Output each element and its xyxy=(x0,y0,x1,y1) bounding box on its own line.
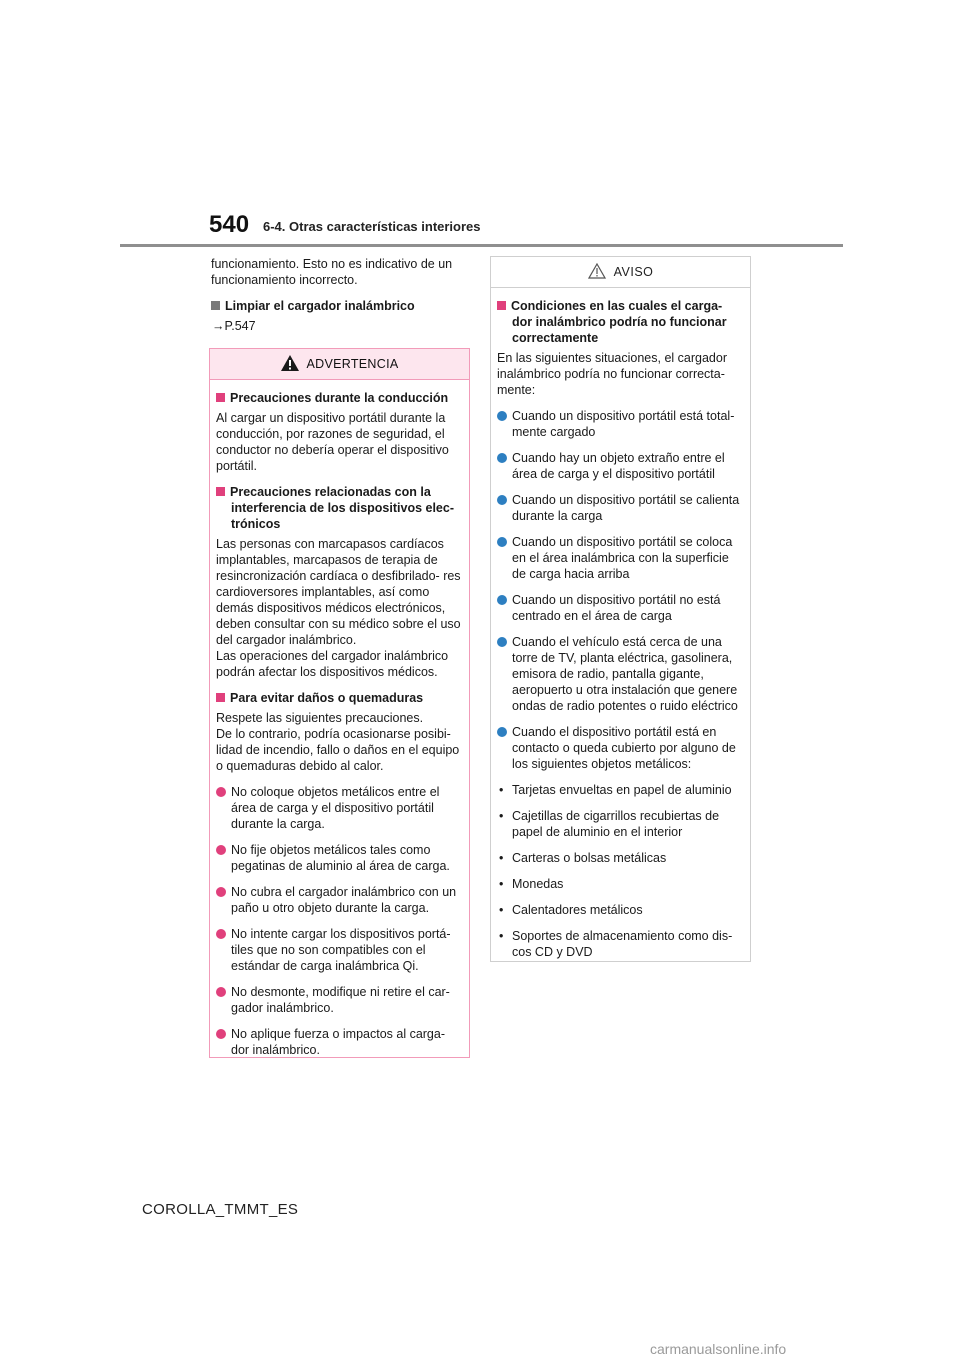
list-item: Cuando hay un objeto extraño entre el área de carga y el dispositivo portátil xyxy=(497,450,744,482)
page-header xyxy=(0,0,960,250)
circle-bullet-icon xyxy=(216,787,226,797)
header-rule xyxy=(120,244,843,247)
circle-bullet-icon xyxy=(216,887,226,897)
watermark-link[interactable]: carmanualsonline.info xyxy=(650,1341,787,1357)
square-bullet-icon xyxy=(497,301,506,310)
notice-box xyxy=(490,256,751,962)
circle-bullet-icon xyxy=(497,637,507,647)
list-item: Cuando un dispositivo portátil no está centrado en el área de carga xyxy=(497,592,744,624)
notice-header xyxy=(491,257,750,288)
circle-bullet-icon xyxy=(497,495,507,505)
section-title: 6-4. Otras características interiores xyxy=(263,219,481,234)
square-bullet-icon xyxy=(211,301,220,310)
warning-text-burns-2: De lo contrario, podría ocasionarse posibi- lidad de incendio, fallo o daños en el equipo o quemaduras debido al calor. xyxy=(216,727,460,773)
warning-heading-burns: Para evitar daños o quemaduras xyxy=(216,690,463,706)
sub-list-item: • Carteras o bolsas metálicas xyxy=(497,850,744,866)
list-item: Cuando un dispositivo portátil está total- mente cargado xyxy=(497,408,744,440)
warning-text-burns: Respete las siguientes precauciones. xyxy=(216,711,424,725)
clean-heading: Limpiar el cargador inalámbrico xyxy=(211,298,463,314)
sub-list-item: • Tarjetas envueltas en papel de aluminio xyxy=(497,782,744,798)
circle-bullet-icon xyxy=(216,929,226,939)
square-bullet-icon xyxy=(216,487,225,496)
list-item: No coloque objetos metálicos entre el área de carga y el dispositivo portátil durante la carga. xyxy=(216,784,463,832)
model-code: COROLLA_TMMT_ES xyxy=(142,1201,299,1218)
circle-bullet-icon xyxy=(216,987,226,997)
notice-text: En las siguientes situaciones, el cargador inalámbrico podría no funcionar correcta- mente: xyxy=(497,351,727,397)
sub-list-item: • Calentadores metálicos xyxy=(497,902,744,918)
square-bullet-icon xyxy=(216,393,225,402)
notice-title: AVISO xyxy=(613,265,654,279)
warning-text-interference: Las personas con marcapasos cardíacos implantables, marcapasos de terapia de resincronización cardíaca o desfibrilado- res cardioversores implantables, así como demás dispositivos médicos electrónicos, deben consultar con su médico sobre el uso del cargador inalámbrico. xyxy=(216,537,461,647)
list-item: No cubra el cargador inalámbrico con un paño u otro objeto durante la carga. xyxy=(216,884,463,916)
page-number: 540 xyxy=(209,211,250,238)
intro-column xyxy=(211,256,463,344)
warning-title: ADVERTENCIA xyxy=(306,357,399,371)
page-reference-link[interactable]: →P.547 xyxy=(212,319,256,333)
circle-bullet-icon xyxy=(497,411,507,421)
circle-bullet-icon xyxy=(216,1029,226,1039)
circle-bullet-icon xyxy=(216,845,226,855)
warning-triangle-icon xyxy=(281,355,299,374)
circle-bullet-icon xyxy=(497,727,507,737)
notice-heading: Condiciones en las cuales el carga- dor inalámbrico podría no funcionar correctamente xyxy=(497,298,744,346)
list-item: Cuando el dispositivo portátil está en contacto o queda cubierto por alguno de los siguientes objetos metálicos: xyxy=(497,724,744,772)
list-item: No intente cargar los dispositivos portá- tiles que no son compatibles con el estándar de carga inalámbrica Qi. xyxy=(216,926,463,974)
warning-box xyxy=(209,348,470,1058)
list-item: No aplique fuerza o impactos al carga- dor inalámbrico. xyxy=(216,1026,463,1058)
list-item: Cuando un dispositivo portátil se coloca en el área inalámbrica con la superficie de carga hacia arriba xyxy=(497,534,744,582)
warning-heading-interference: Precauciones relacionadas con la interferencia de los dispositivos elec- trónicos xyxy=(216,484,463,532)
list-item: Cuando el vehículo está cerca de una torre de TV, planta eléctrica, gasolinera, emisora de radio, pantalla gigante, aeropuerto u otra instalación que genere ondas de radio potentes o ruido eléctrico xyxy=(497,634,744,714)
sub-list-item: • Soportes de almacenamiento como dis- cos CD y DVD xyxy=(497,928,744,960)
warning-header xyxy=(210,349,469,380)
caution-triangle-icon xyxy=(588,263,606,282)
list-item: Cuando un dispositivo portátil se calienta durante la carga xyxy=(497,492,744,524)
circle-bullet-icon xyxy=(497,453,507,463)
square-bullet-icon xyxy=(216,693,225,702)
list-item: No desmonte, modifique ni retire el car- gador inalámbrico. xyxy=(216,984,463,1016)
sub-list-item: • Monedas xyxy=(497,876,744,892)
warning-text-interference-2: Las operaciones del cargador inalámbrico podrán afectar los dispositivos médicos. xyxy=(216,649,449,679)
circle-bullet-icon xyxy=(497,537,507,547)
list-item: No fije objetos metálicos tales como pegatinas de aluminio al área de carga. xyxy=(216,842,463,874)
continuation-text: funcionamiento. Esto no es indicativo de un funcionamiento incorrecto. xyxy=(211,257,453,287)
sub-list-item: • Cajetillas de cigarrillos recubiertas de papel de aluminio en el interior xyxy=(497,808,744,840)
warning-text-driving: Al cargar un dispositivo portátil durante la conducción, por razones de seguridad, el conductor no debería operar el dispositivo portátil. xyxy=(216,411,449,473)
circle-bullet-icon xyxy=(497,595,507,605)
warning-heading-driving: Precauciones durante la conducción xyxy=(216,390,463,406)
